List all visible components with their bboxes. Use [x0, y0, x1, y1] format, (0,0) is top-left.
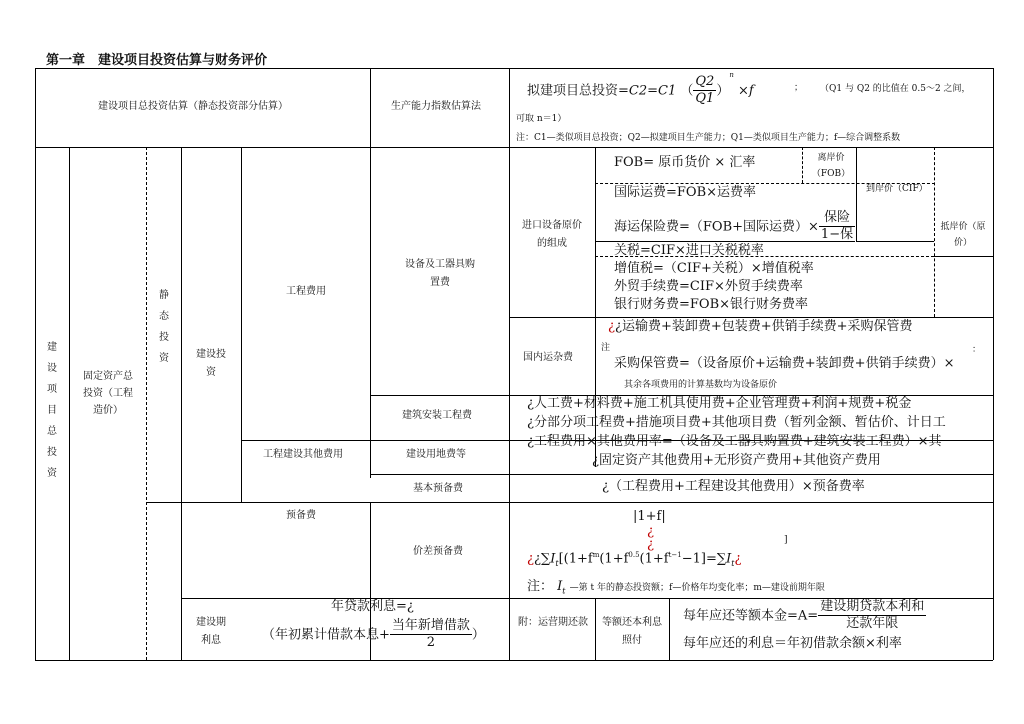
interest-line: 每年应还的利息＝年初借款余额×利率 — [683, 636, 902, 651]
cif-label: 到岸价（CIF） — [866, 184, 928, 194]
capacity-method-label: 生产能力指数估算法 — [391, 101, 481, 112]
formula-semicolon: ； — [794, 83, 804, 93]
domestic-colon: ： — [972, 345, 982, 355]
price-bracket: ] — [784, 535, 788, 545]
annuity-formula: 每年应还等额本金=A= $\frac{\text{建设期贷款本利和}}{\text{还款年限}}$ — [683, 599, 925, 632]
fob-label: 离岸价（FOB） — [811, 153, 851, 179]
construction-investment-label: 建设投资 — [196, 349, 226, 378]
base-note: 其余各项费用的计算基数均为设备原价 — [624, 380, 778, 390]
other-line-2: ¿固定资产其他费用+无形资产费用+其他资产费用 — [592, 453, 881, 468]
formula-note-range: （Q1 与 Q2 的比值在 0.5～2 之间， — [820, 84, 971, 94]
basic-reserve-label: 基本预备费 — [413, 483, 463, 494]
duty-formula: 关税=CIF×进口关税税率 — [614, 243, 764, 258]
other-line-1: ¿工程费用×其他费用率=（设备及工器具购置费+建筑安装工程费）×其 — [527, 434, 942, 449]
price-mid-2: ¿ — [647, 537, 654, 552]
repay-note: 附：运营期还款 — [518, 617, 588, 628]
price-reserve-formula: ¿¿$\sum I_t[(1+f^m(1+f^{0.5}(1+f^{t-1}-1]=\sum I_t¿$ — [527, 551, 742, 568]
domestic-formula: ¿¿运输费+装卸费+包装费+供销手续费+采购保管费 — [608, 319, 913, 334]
bank-formula: 银行财务费=FOB×银行财务费率 — [614, 297, 809, 312]
domestic-note-label: 注 — [601, 343, 611, 353]
import-equipment-label: 进口设备原价的组成 — [522, 220, 582, 249]
vat-formula: 增值税=（CIF+关税）×增值税率 — [614, 261, 814, 276]
foreign-trade-formula: 外贸手续费=CIF×外贸手续费率 — [614, 279, 803, 294]
freight-formula: 国际运费=FOB×运费率 — [614, 185, 757, 200]
price-top-term: |1+f| — [633, 509, 666, 524]
insurance-formula: 海运保险费=（FOB+国际运费）× $\frac{\text{保险}}{\text{1−保}}$ — [614, 210, 854, 243]
domestic-misc-label: 国内运杂费 — [523, 352, 573, 363]
formula-note-vars: 注：C1—类似项目总投资；Q2—拟建项目生产能力；Q1—类似项目生产能力；f—综合调整系数 — [516, 133, 901, 143]
fixed-assets-label: 固定资产总投资（工程造价） — [83, 371, 133, 416]
total-investment-label: 建设项目总投资 — [47, 342, 57, 479]
equipment-purchase-label: 设备及工器具购置费 — [405, 259, 475, 288]
other-costs-label: 工程建设其他费用 — [263, 449, 343, 460]
engineering-cost-label: 工程费用 — [286, 286, 326, 297]
equal-principal-label: 等额还本利息照付 — [602, 617, 662, 646]
arrival-price-label: 抵岸价（原价） — [940, 222, 986, 248]
static-investment-label: 静态投资 — [159, 290, 169, 364]
annual-interest-formula: 年贷款利息=¿ — [331, 599, 414, 614]
storage-formula: 采购保管费=（设备原价+运输费+装卸费+供销手续费）× — [614, 356, 955, 371]
reserve-fee-label: 预备费 — [286, 510, 316, 521]
construction-line-2: ¿分部分项工程费+措施项目费+其他项目费（暂列金额、暂估价、计日工 — [527, 415, 946, 430]
price-note: 注： $I_t$ —第 t 年的静态投资额；f—价格年均变化率；m—建设前期年限 — [527, 579, 825, 596]
construction-install-label: 建筑安装工程费 — [402, 410, 472, 421]
capacity-formula: 拟建项目总投资=C2=C1 （ $\frac{Q2}{Q1}$ ）$^n$ ×f — [527, 70, 754, 107]
chapter-title: 第一章 建设项目投资估算与财务评价 — [46, 53, 268, 68]
price-reserve-label: 价差预备费 — [413, 546, 463, 557]
fob-formula: FOB= 原币货价 × 汇率 — [614, 155, 756, 170]
basic-reserve-formula: ¿（工程费用+工程建设其他费用）×预备费率 — [602, 479, 865, 494]
construction-interest-label: 建设期利息 — [196, 617, 226, 646]
interest-calc: （年初累计借款本息+ $\frac{\text{当年新增借款}}{2}$ ） — [262, 618, 485, 651]
construction-line-1: ¿人工费+材料费+施工机具使用费+企业管理费+利润+规费+税金 — [527, 396, 912, 411]
land-costs-label: 建设用地费等 — [406, 449, 466, 460]
total-estimate-label: 建设项目总投资估算（静态投资部分估算） — [98, 101, 288, 112]
formula-note-n: 可取 n＝1） — [516, 114, 567, 124]
price-mid-1: ¿ — [647, 524, 654, 539]
